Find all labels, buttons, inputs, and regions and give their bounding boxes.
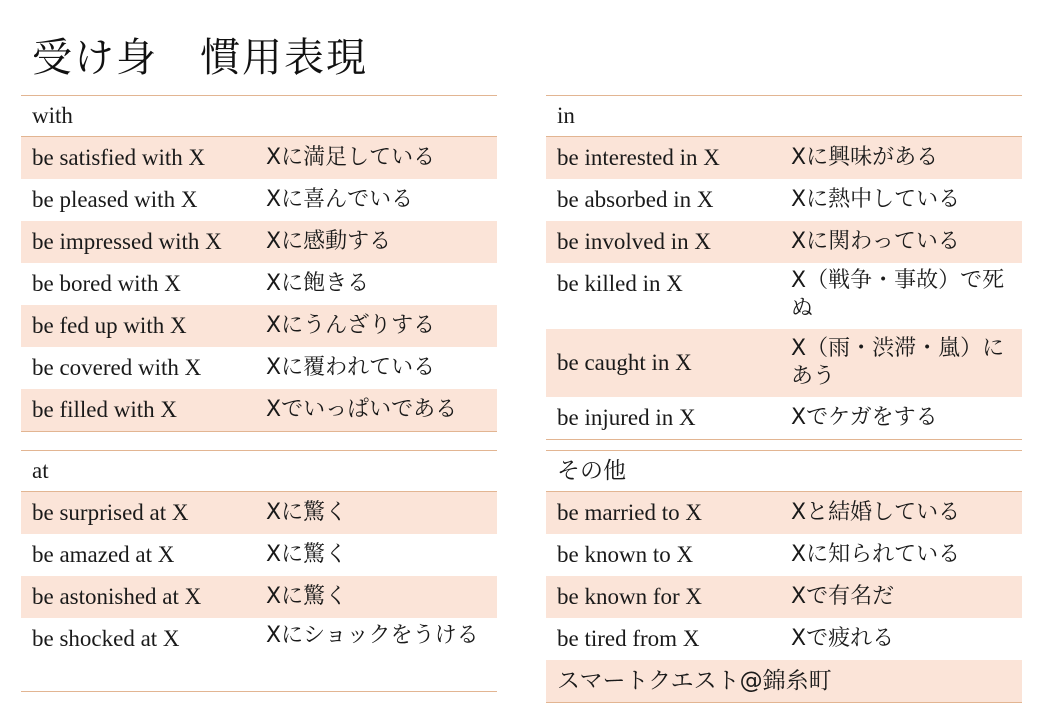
table-row [546, 576, 1022, 618]
jp-meaning: Xに驚く [266, 584, 348, 609]
en-phrase: be satisfied with X [32, 145, 206, 170]
jp-meaning: Xに覆われている [266, 355, 436, 380]
jp-meaning: X（戦争・事故）で死ぬ [791, 268, 1005, 321]
en-phrase: be covered with X [32, 355, 202, 380]
table-row [546, 221, 1022, 263]
jp-meaning: Xにショックをうける [266, 623, 479, 648]
jp-meaning: Xに感動する [266, 229, 392, 254]
jp-meaning: Xで疲れる [791, 626, 895, 651]
en-phrase: be astonished at X [32, 584, 202, 609]
table-row [21, 137, 497, 179]
footer-row [546, 660, 1022, 703]
table-row [546, 492, 1022, 534]
jp-meaning: Xにうんざりする [266, 313, 436, 338]
in-table [546, 95, 1022, 440]
en-phrase: be involved in X [557, 229, 711, 254]
jp-meaning: Xと結婚している [791, 500, 961, 525]
jp-meaning: X（雨・渋滞・嵐）にあう [791, 336, 1005, 389]
jp-meaning: Xに興味がある [791, 145, 939, 170]
in-header-label: in [557, 103, 575, 128]
en-phrase: be shocked at X [32, 626, 180, 651]
en-phrase: be impressed with X [32, 229, 222, 254]
jp-meaning: Xに驚く [266, 542, 348, 567]
table-row [21, 305, 497, 347]
en-phrase: be absorbed in X [557, 187, 714, 212]
jp-meaning: Xに熱中している [791, 187, 961, 212]
at-table [21, 450, 497, 692]
en-phrase: be injured in X [557, 405, 696, 430]
jp-meaning: Xに飽きる [266, 271, 370, 296]
table-row [546, 397, 1022, 440]
jp-meaning: Xで有名だ [791, 584, 895, 609]
en-phrase: be fed up with X [32, 313, 187, 338]
en-phrase: be known to X [557, 542, 694, 567]
table-row [21, 179, 497, 221]
table-row [546, 618, 1022, 660]
table-row [546, 137, 1022, 179]
with-header [21, 95, 497, 137]
jp-meaning: Xに知られている [791, 542, 961, 567]
jp-meaning: Xに満足している [266, 145, 436, 170]
en-phrase: be caught in X [557, 350, 692, 375]
jp-meaning: Xに関わっている [791, 229, 960, 254]
en-phrase: be amazed at X [32, 542, 175, 567]
en-phrase: be pleased with X [32, 187, 198, 212]
en-phrase: be surprised at X [32, 500, 189, 525]
table-row [21, 389, 497, 432]
en-phrase: be tired from X [557, 626, 700, 651]
jp-meaning: Xでいっぱいである [266, 397, 458, 422]
with-table [21, 95, 497, 432]
jp-meaning: Xに喜んでいる [266, 187, 414, 212]
at-header [21, 450, 497, 492]
table-row [21, 618, 497, 692]
table-row [546, 179, 1022, 221]
en-phrase: be killed in X [557, 271, 683, 296]
table-row [21, 576, 497, 618]
at-header-label: at [32, 458, 49, 483]
en-phrase: be filled with X [32, 397, 177, 422]
page-title: 受け身 慣用表現 [32, 35, 368, 81]
other-header [546, 450, 1022, 492]
jp-meaning: Xでケガをする [791, 405, 938, 430]
other-header-label: その他 [557, 458, 626, 484]
other-table [546, 450, 1022, 703]
en-phrase: be bored with X [32, 271, 181, 296]
jp-meaning: Xに驚く [266, 500, 348, 525]
en-phrase: be interested in X [557, 145, 720, 170]
en-phrase: be known for X [557, 584, 702, 609]
table-row [21, 347, 497, 389]
en-phrase: be married to X [557, 500, 702, 525]
footer-credit: スマートクエスト@錦糸町 [557, 668, 832, 694]
with-header-label: with [32, 103, 73, 128]
table-row [546, 263, 1022, 329]
table-row [21, 221, 497, 263]
table-row [546, 534, 1022, 576]
table-row [546, 329, 1022, 397]
table-row [21, 492, 497, 534]
table-row [21, 534, 497, 576]
in-header [546, 95, 1022, 137]
table-row [21, 263, 497, 305]
